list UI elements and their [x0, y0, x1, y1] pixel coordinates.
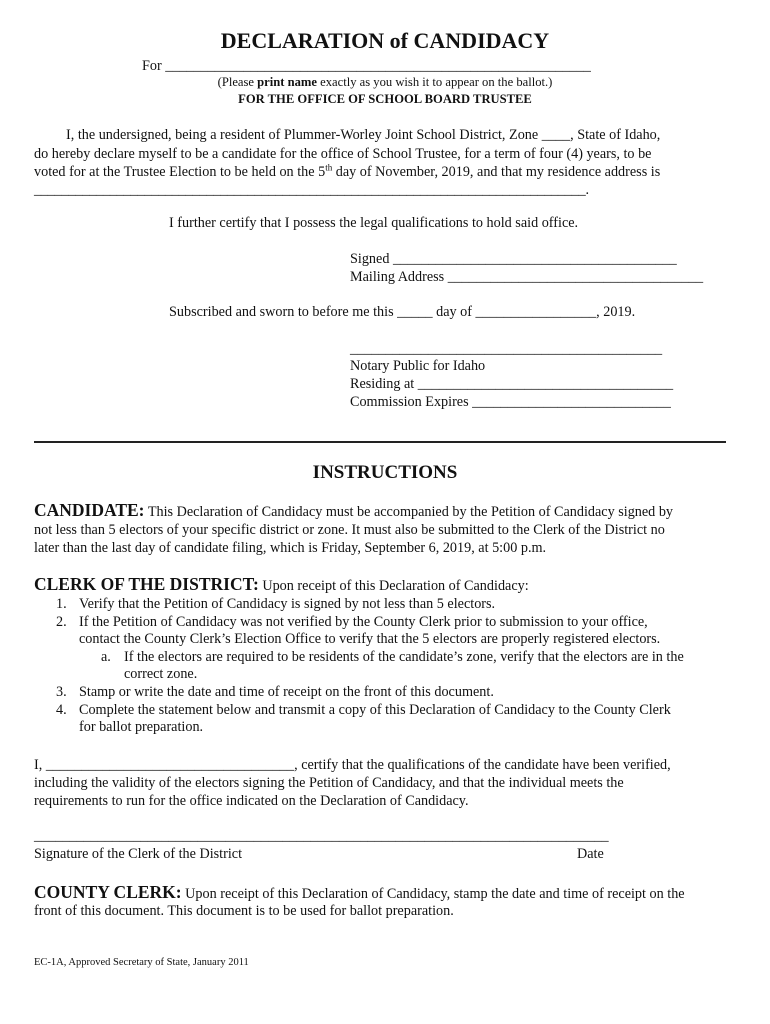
clerk-label: CLERK OF THE DISTRICT:	[34, 574, 259, 594]
sworn-statement[interactable]: Subscribed and sworn to before me this _____ day of _________________, 2019.	[169, 304, 636, 320]
list-item	[34, 596, 736, 614]
residing-at-field[interactable]: Residing at ____________________________________	[350, 376, 674, 392]
candidate-text-3: later than the last day of candidate filing, which is Friday, September 6, 2019, at 5:00 p.m.	[34, 540, 547, 556]
candidate-text-2: not less than 5 electors of your specific district or zone. It must also be submitted to the Clerk of the District no	[34, 522, 665, 538]
list-item-line: correct zone.	[124, 666, 198, 683]
document-title: DECLARATION of CANDIDACY	[220, 28, 550, 53]
section-divider	[34, 441, 726, 443]
notary-signature-line[interactable]: ____________________________________________	[350, 341, 663, 357]
print-name-instruction	[0, 75, 770, 90]
clerk-signature-label: Signature of the Clerk of the District	[34, 846, 243, 862]
list-number: 4.	[56, 701, 67, 718]
signed-field[interactable]: Signed ________________________________________	[350, 251, 677, 267]
list-number: 2.	[56, 613, 67, 630]
instructions-heading: INSTRUCTIONS	[312, 462, 458, 483]
instruction-text-bold: print name	[257, 75, 317, 89]
list-item-line: for ballot preparation.	[79, 719, 204, 736]
county-clerk-text-1: Upon receipt of this Declaration of Candidacy, stamp the date and time of receipt on the	[185, 886, 685, 902]
list-item-line: Verify that the Petition of Candidacy is signed by not less than 5 electors.	[79, 596, 496, 612]
list-item	[34, 614, 736, 649]
list-item-line: contact the County Clerk’s Election Office to verify that the 5 electors are properly registered electors.	[79, 631, 661, 648]
clerk-instruction-line	[34, 574, 529, 595]
residence-address-field[interactable]: ________________________________________________________________________________.	[34, 182, 589, 198]
declaration-line-1: I, the undersigned, being a resident of Plummer-Worley Joint School District, Zone ____, State of Idaho,	[66, 127, 661, 143]
declaration-line-3-pre: voted for at the Trustee Election to be held on the 5	[34, 164, 326, 180]
declaration-line-2: do hereby declare myself to be a candidate for the office of School Trustee, for a term of four (4) years, to be	[34, 146, 652, 162]
notary-title: Notary Public for Idaho	[350, 358, 486, 374]
list-number: 3.	[56, 683, 67, 700]
clerk-signature-line[interactable]: _________________________________________________________________________________	[34, 828, 609, 844]
clerk-certify-line-1[interactable]: I, ___________________________________, certify that the qualifications of the candidate have been verified,	[34, 757, 671, 773]
clerk-certify-line-2: including the validity of the electors signing the Petition of Candidacy, and that the individual meets the	[34, 775, 624, 791]
list-number: 1.	[56, 596, 67, 612]
office-title: FOR THE OFFICE OF SCHOOL BOARD TRUSTEE	[238, 92, 532, 106]
ordinal-suffix: th	[325, 162, 333, 173]
clerk-steps-list	[34, 596, 736, 737]
list-item	[34, 684, 736, 702]
form-footer: EC-1A, Approved Secretary of State, January 2011	[34, 957, 249, 968]
list-item-line: Stamp or write the date and time of receipt on the front of this document.	[79, 683, 494, 700]
list-item	[34, 649, 736, 684]
candidate-name-field[interactable]: For ____________________________________________________________	[142, 58, 591, 74]
list-item-line: Complete the statement below and transmit a copy of this Declaration of Candidacy to the County Clerk	[79, 701, 671, 718]
date-label: Date	[577, 846, 604, 862]
instruction-text-pre: (Please	[217, 75, 258, 89]
certify-statement: I further certify that I possess the legal qualifications to hold said office.	[169, 215, 579, 231]
clerk-certify-line-3: requirements to run for the office indicated on the Declaration of Candidacy.	[34, 793, 469, 809]
declaration-line-3-post: day of November, 2019, and that my residence address is	[332, 164, 661, 180]
mailing-address-field[interactable]: Mailing Address ____________________________________	[350, 269, 704, 285]
candidate-text-1: This Declaration of Candidacy must be accompanied by the Petition of Candidacy signed by	[147, 504, 674, 520]
list-item-line: If the electors are required to be residents of the candidate’s zone, verify that the electors are in the	[124, 648, 684, 665]
instruction-text-post: exactly as you wish it to appear on the ballot.)	[316, 75, 553, 89]
candidate-label: CANDIDATE:	[34, 500, 145, 520]
list-item-line: If the Petition of Candidacy was not verified by the County Clerk prior to submission to your office,	[79, 613, 648, 630]
county-clerk-text-2: front of this document. This document is to be used for ballot preparation.	[34, 903, 454, 919]
candidate-instruction-line-1	[34, 500, 673, 521]
declaration-line-3	[34, 164, 660, 181]
list-number: a.	[101, 648, 111, 665]
list-item	[34, 702, 736, 737]
clerk-text: Upon receipt of this Declaration of Candidacy:	[262, 578, 529, 594]
county-clerk-instruction-line-1	[34, 882, 685, 903]
county-clerk-label: COUNTY CLERK:	[34, 882, 182, 902]
commission-expires-field[interactable]: Commission Expires ____________________________	[350, 394, 671, 410]
